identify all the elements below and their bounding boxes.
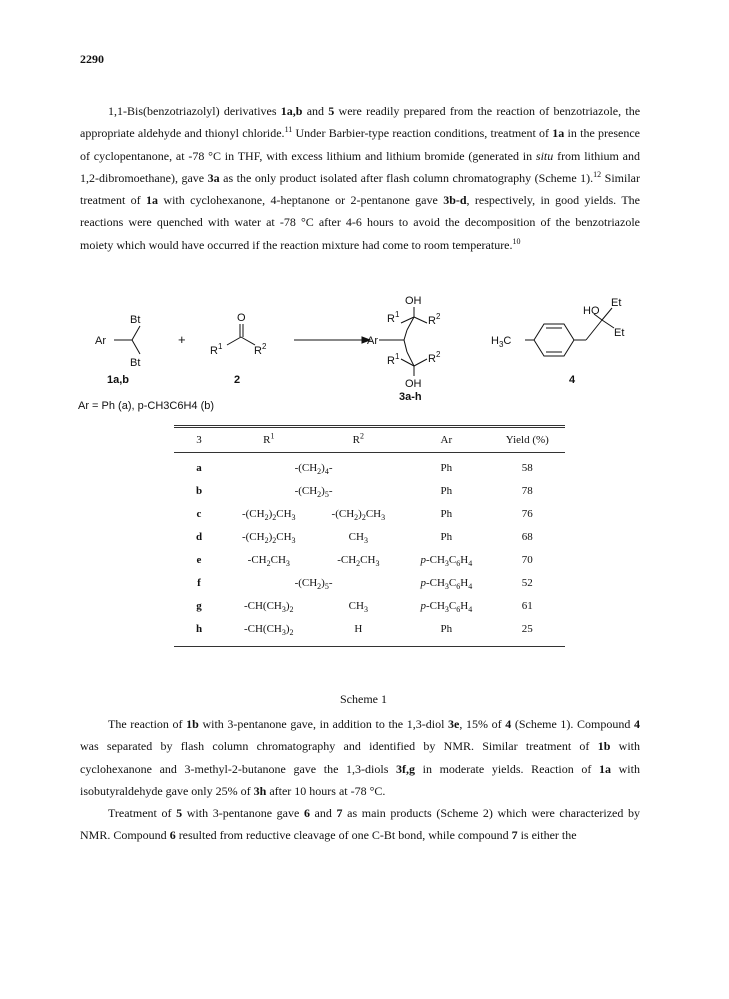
table-cell: 52 bbox=[521, 576, 533, 589]
table-row bbox=[174, 526, 565, 549]
diol-oh-bottom: OH bbox=[405, 378, 422, 390]
table-cell: $-CH(CH_3)_2$ bbox=[243, 599, 294, 614]
text-run: Similar treatment of bbox=[80, 170, 640, 208]
ketone-r1: $R^1$ bbox=[210, 342, 223, 357]
table-cell: $-(CH_2)_2CH_3$ bbox=[241, 531, 296, 546]
table-cell: $CH_3$ bbox=[348, 599, 368, 614]
ketone-r2: $R^2$ bbox=[254, 342, 267, 357]
table-cell: $p-CH_3C_6H_4$ bbox=[420, 599, 473, 614]
text-run: , 15% of bbox=[459, 717, 506, 731]
citation-ref: 12 bbox=[593, 169, 602, 179]
compound-1ab-label: 1a,b bbox=[107, 374, 130, 386]
compound4-et-top: Et bbox=[611, 297, 622, 309]
table-cell: f bbox=[197, 576, 201, 589]
paragraph-results bbox=[80, 713, 640, 847]
compound-ref: 7 bbox=[336, 806, 343, 821]
text-run: in the presence of cyclopentanone, at -78 °C in THF, with excess lithium and lithium bromide (generated in bbox=[80, 126, 640, 163]
text-run: as main products (Scheme 2) which were characterized by NMR. Compound bbox=[80, 806, 641, 843]
reaction-scheme bbox=[74, 280, 654, 420]
table-cell: Ph bbox=[403, 617, 490, 646]
compound-ref: 5 bbox=[176, 806, 183, 821]
diol-r2-bottom: $R^2$ bbox=[428, 350, 441, 365]
compound-ref: 7 bbox=[511, 828, 518, 843]
table-cell: 76 bbox=[521, 508, 533, 521]
compound4-ho: HO bbox=[583, 305, 600, 317]
compound-3ah-label: 3a-h bbox=[399, 391, 422, 403]
paragraph-intro bbox=[80, 100, 640, 256]
table-cell: $-CH(CH_3)_2$ bbox=[224, 617, 314, 646]
citation-ref: 11 bbox=[284, 125, 293, 135]
table-row bbox=[174, 617, 565, 646]
text-run: Under Barbier-type reaction conditions, treatment of bbox=[292, 126, 553, 141]
paragraph-text bbox=[80, 802, 640, 847]
text-run: , respectively, in good yields. The reactions were quenched with water at -78 °C after 4-6 hours to avoid the decomposition of the benzotriazole moiety which would have occurred if the reaction mixture had come to room temperature. bbox=[80, 193, 640, 252]
text-run: The reaction of bbox=[108, 717, 187, 731]
table-cell: $-(CH_2)_2CH_3$ bbox=[241, 508, 296, 523]
table-cell: d bbox=[195, 531, 203, 544]
compound-ref: 3e bbox=[448, 717, 460, 731]
text-run: with cyclohexanone, 4-heptanone or 2-pentanone gave bbox=[158, 193, 444, 208]
table-row bbox=[174, 571, 565, 594]
table-cell: $-CH_2CH_3$ bbox=[337, 554, 380, 569]
compound-ref: 3b-d bbox=[443, 193, 467, 208]
paragraph-text bbox=[80, 713, 640, 802]
table-row bbox=[174, 594, 565, 617]
ar-label: Ar bbox=[95, 335, 106, 347]
table-cell: 25 bbox=[490, 617, 565, 646]
diol-oh-top: OH bbox=[405, 295, 422, 307]
table-cell: b bbox=[195, 485, 203, 498]
table-header-row bbox=[174, 427, 565, 453]
plus-sign: + bbox=[178, 332, 186, 347]
col-header: Ar bbox=[403, 427, 490, 453]
compound-ref: 4 bbox=[505, 717, 512, 731]
table-cell: 70 bbox=[521, 554, 533, 566]
table-cell: $-CH_2CH_3$ bbox=[247, 554, 290, 569]
compound-ref: 1a bbox=[552, 126, 565, 141]
text-run: were readily prepared from the reaction of benzotriazole, the appropriate aldehyde and thionyl chloride. bbox=[80, 104, 641, 141]
table-cell: 58 bbox=[521, 462, 533, 475]
col-header: $R^1$ bbox=[224, 427, 314, 453]
compound-ref: 6 bbox=[303, 806, 310, 821]
table-cell: H bbox=[314, 617, 404, 646]
text-run: with cyclohexanone and 3-methyl-2-butanone gave the 1,3-diols bbox=[80, 739, 640, 776]
text-run: in moderate yields. Reaction of bbox=[414, 761, 600, 776]
compound-ref: 1a bbox=[146, 193, 159, 208]
compound-ref: 5 bbox=[328, 104, 335, 118]
scheme-caption: Scheme 1 bbox=[340, 692, 387, 706]
col-header: $R^2$ bbox=[314, 427, 404, 453]
table-cell: Ph bbox=[440, 531, 453, 544]
text-run: Treatment of bbox=[108, 806, 177, 821]
table-cell: $-(CH_2)_4-$ bbox=[294, 462, 333, 477]
table-cell: 61 bbox=[521, 599, 533, 612]
text-run: from lithium and 1,2-dibromoethane), gave bbox=[80, 148, 640, 185]
ar-definition: Ar = Ph (a), p-CH3C6H4 (b) bbox=[78, 400, 215, 412]
text-run: with 3-pentanone gave bbox=[182, 806, 304, 821]
text-run: as the only product isolated after flash column chromatography (Scheme 1). bbox=[219, 170, 594, 185]
compound-ref: 1b bbox=[597, 739, 611, 754]
table-cell: h bbox=[174, 617, 224, 646]
compound-ref: 1b bbox=[186, 717, 199, 731]
table-cell: g bbox=[196, 599, 202, 612]
page-number: 2290 bbox=[80, 52, 104, 66]
text-run: (Scheme 1). Compound bbox=[511, 717, 635, 731]
text-run: and bbox=[302, 104, 329, 118]
text-run: with 3-pentanone gave, in addition to the 1,3-diol bbox=[198, 717, 449, 731]
table-row bbox=[174, 480, 565, 503]
text-run: was separated by flash column chromatography and identified by NMR. Similar treatment of bbox=[80, 739, 598, 754]
table-cell: $-(CH_2)_2CH_3$ bbox=[331, 508, 386, 523]
compound-ref: 1a,b bbox=[280, 104, 303, 118]
table-cell: a bbox=[196, 462, 202, 475]
text-run: with isobutyraldehyde gave only 25% of bbox=[80, 761, 640, 798]
diol-ar: Ar bbox=[367, 335, 378, 347]
text-run: 1,1-Bis(benzotriazolyl) derivatives bbox=[108, 104, 281, 118]
table-cell: Ph bbox=[440, 485, 453, 498]
table-body bbox=[174, 453, 565, 647]
text-run: and bbox=[309, 806, 337, 821]
table-row bbox=[174, 453, 565, 480]
bt-label-bottom: Bt bbox=[130, 357, 141, 369]
compound-ref: 6 bbox=[169, 828, 176, 843]
compound4-h3c: $H_3C$ bbox=[491, 335, 512, 349]
bt-label-top: Bt bbox=[130, 314, 141, 326]
table-row bbox=[174, 549, 565, 572]
table-row bbox=[174, 503, 565, 526]
diol-r1-bottom: $R^1$ bbox=[387, 352, 400, 367]
table-cell: Ph bbox=[440, 508, 453, 521]
text-run: resulted from reductive cleavage of one C-Bt bond, while compound bbox=[175, 828, 512, 843]
compound-ref: 3f,g bbox=[395, 761, 415, 776]
compound-ref: 3h bbox=[253, 783, 267, 798]
col-header: 3 bbox=[174, 427, 224, 453]
text-run: situ bbox=[535, 148, 554, 163]
table-cell: e bbox=[196, 554, 202, 566]
table-cell: c bbox=[196, 508, 202, 521]
col-header: Yield (%) bbox=[490, 427, 565, 453]
ketone-oxygen: O bbox=[237, 312, 246, 324]
table-cell: $p-CH_3C_6H_4$ bbox=[420, 576, 473, 592]
table-cell: $-(CH_2)_5-$ bbox=[294, 485, 333, 500]
citation-ref: 10 bbox=[512, 236, 521, 246]
diol-r2-top: $R^2$ bbox=[428, 312, 441, 327]
text-run: after 10 hours at -78 °C. bbox=[266, 783, 386, 798]
compound-ref: 1a bbox=[599, 761, 612, 776]
compound-ref: 4 bbox=[634, 717, 641, 731]
compound-2-label: 2 bbox=[234, 374, 241, 386]
table-cell: $p-CH_3C_6H_4$ bbox=[420, 554, 473, 569]
table-cell: 78 bbox=[521, 485, 533, 498]
compound4-et-bottom: Et bbox=[614, 327, 625, 339]
text-run: is either the bbox=[517, 828, 577, 843]
results-table bbox=[174, 425, 565, 647]
compound-4-label: 4 bbox=[569, 374, 576, 386]
paragraph-text bbox=[80, 100, 640, 256]
table-cell: $-(CH_2)_5-$ bbox=[294, 576, 333, 592]
compound-ref: 3a bbox=[207, 170, 220, 185]
table-cell: Ph bbox=[440, 462, 453, 475]
diol-r1-top: $R^1$ bbox=[387, 310, 400, 325]
table-cell: 68 bbox=[521, 531, 533, 544]
table-cell: $CH_3$ bbox=[348, 531, 368, 546]
